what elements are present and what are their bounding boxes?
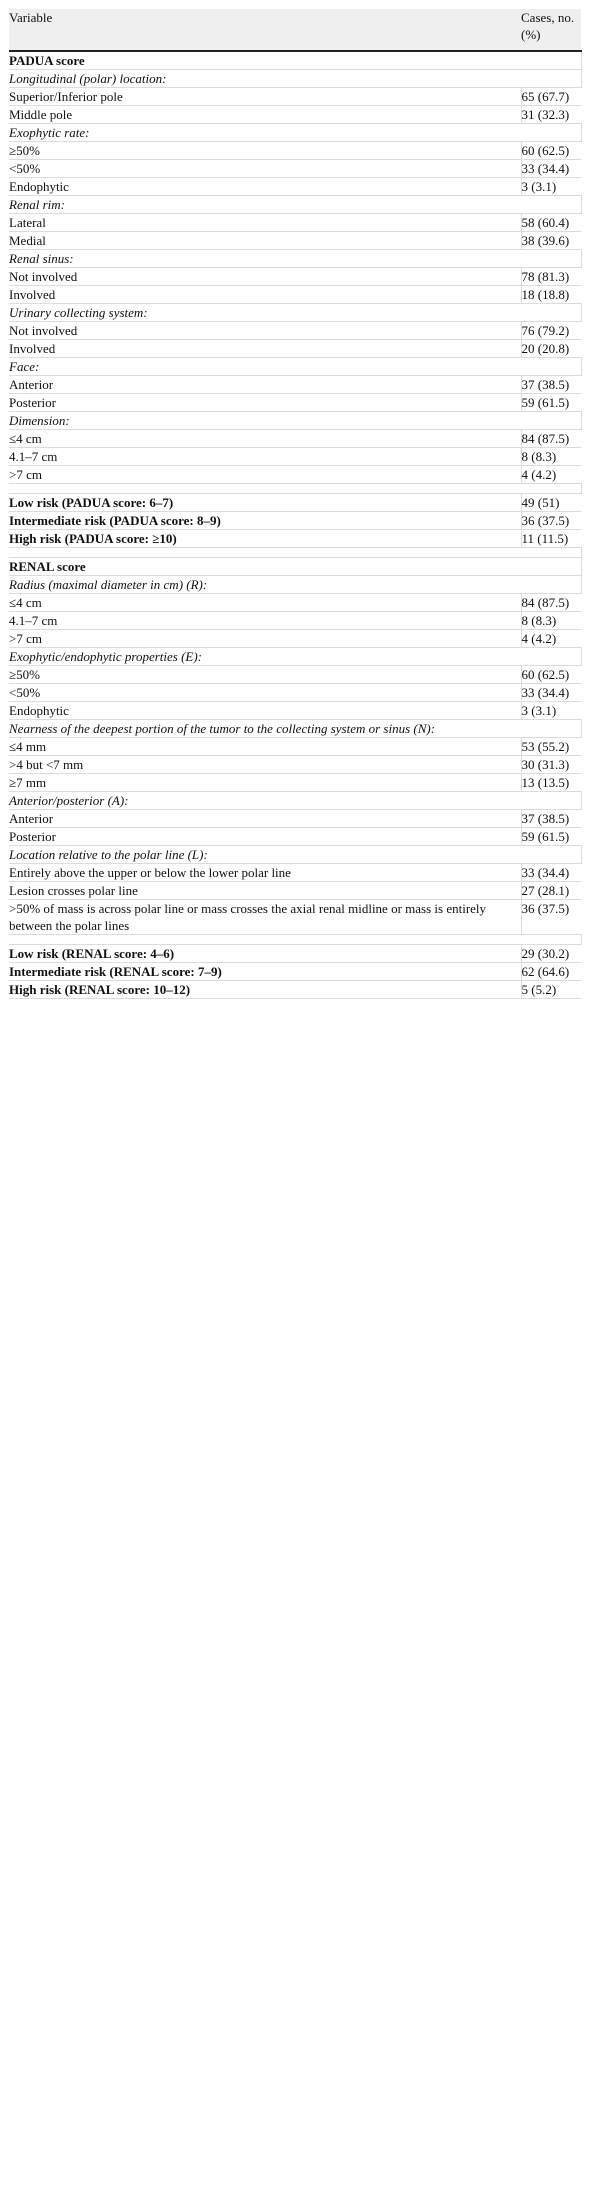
table-row [9,900,581,935]
subheader-label: Exophytic/endophytic properties (E): [9,648,581,666]
header-variable: Variable [9,9,521,51]
row-cases: 37 (38.5) [521,376,581,394]
row-variable: ≤4 cm [9,430,521,448]
table-row [9,684,581,702]
subheader-label: Longitudinal (polar) location: [9,70,581,88]
subheader-row [9,846,581,864]
spacer-row [9,548,581,558]
section-title: RENAL score [9,558,581,576]
row-cases: 4 (4.2) [521,630,581,648]
row-variable: ≥50% [9,666,521,684]
table-row [9,594,581,612]
subheader-row [9,70,581,88]
risk-label: Low risk (RENAL score: 4–6) [9,945,521,963]
table-row [9,340,581,358]
risk-label: Intermediate risk (PADUA score: 8–9) [9,512,521,530]
row-cases: 3 (3.1) [521,702,581,720]
row-cases: 59 (61.5) [521,828,581,846]
risk-row [9,512,581,530]
row-variable: Lateral [9,214,521,232]
row-cases: 18 (18.8) [521,286,581,304]
row-cases: 58 (60.4) [521,214,581,232]
row-cases: 60 (62.5) [521,666,581,684]
row-variable: ≥7 mm [9,774,521,792]
risk-row [9,494,581,512]
row-cases: 8 (8.3) [521,448,581,466]
table-row [9,268,581,286]
risk-row [9,981,581,999]
subheader-row [9,124,581,142]
row-variable: >4 but <7 mm [9,756,521,774]
table-row [9,448,581,466]
subheader-row [9,412,581,430]
spacer-cell [9,484,581,494]
subheader-label: Anterior/posterior (A): [9,792,581,810]
risk-cases: 11 (11.5) [521,530,581,548]
table-row [9,178,581,196]
subheader-row [9,304,581,322]
row-variable: Anterior [9,810,521,828]
table-row [9,106,581,124]
table-row [9,864,581,882]
table-row [9,142,581,160]
row-cases: 4 (4.2) [521,466,581,484]
risk-cases: 49 (51) [521,494,581,512]
row-variable: ≤4 cm [9,594,521,612]
subheader-row [9,196,581,214]
row-cases: 33 (34.4) [521,160,581,178]
row-variable: Lesion crosses polar line [9,882,521,900]
row-variable: Posterior [9,394,521,412]
row-variable: Endophytic [9,702,521,720]
table-row [9,702,581,720]
subheader-label: Renal sinus: [9,250,581,268]
row-variable: Endophytic [9,178,521,196]
table-row [9,430,581,448]
subheader-row [9,576,581,594]
row-variable: Involved [9,286,521,304]
risk-row [9,945,581,963]
table-row [9,666,581,684]
subheader-row [9,358,581,376]
row-cases: 33 (34.4) [521,684,581,702]
row-cases: 8 (8.3) [521,612,581,630]
row-variable: >7 cm [9,466,521,484]
table-row [9,756,581,774]
header-row [9,9,581,51]
row-cases: 78 (81.3) [521,268,581,286]
row-variable: <50% [9,160,521,178]
spacer-row [9,484,581,494]
risk-label: High risk (PADUA score: ≥10) [9,530,521,548]
table-row [9,394,581,412]
subheader-label: Radius (maximal diameter in cm) (R): [9,576,581,594]
row-cases: 3 (3.1) [521,178,581,196]
row-cases: 84 (87.5) [521,430,581,448]
risk-cases: 36 (37.5) [521,512,581,530]
row-variable: Not involved [9,268,521,286]
subheader-row [9,250,581,268]
spacer-row [9,935,581,945]
table-row [9,214,581,232]
row-cases: 33 (34.4) [521,864,581,882]
row-variable: <50% [9,684,521,702]
row-cases: 36 (37.5) [521,900,581,935]
row-variable: Superior/Inferior pole [9,88,521,106]
row-variable: >50% of mass is across polar line or mass crosses the axial renal midline or mass is entirely between the polar lines [9,900,521,935]
spacer-cell [9,548,581,558]
risk-label: Intermediate risk (RENAL score: 7–9) [9,963,521,981]
row-cases: 37 (38.5) [521,810,581,828]
row-variable: Posterior [9,828,521,846]
row-variable: 4.1–7 cm [9,448,521,466]
row-cases: 38 (39.6) [521,232,581,250]
table-row [9,322,581,340]
row-cases: 53 (55.2) [521,738,581,756]
row-variable: Involved [9,340,521,358]
table-row [9,828,581,846]
row-cases: 27 (28.1) [521,882,581,900]
table-row [9,160,581,178]
row-variable: Anterior [9,376,521,394]
row-cases: 20 (20.8) [521,340,581,358]
header-cases: Cases, no. (%) [521,9,581,51]
table-row [9,232,581,250]
risk-label: Low risk (PADUA score: 6–7) [9,494,521,512]
subheader-label: Urinary collecting system: [9,304,581,322]
table-row [9,376,581,394]
subheader-label: Face: [9,358,581,376]
section-row [9,558,581,576]
table-row [9,738,581,756]
section-title: PADUA score [9,51,581,70]
row-cases: 84 (87.5) [521,594,581,612]
risk-cases: 29 (30.2) [521,945,581,963]
table-row [9,612,581,630]
table-row [9,286,581,304]
row-variable: >7 cm [9,630,521,648]
row-variable: Middle pole [9,106,521,124]
subheader-label: Dimension: [9,412,581,430]
row-cases: 30 (31.3) [521,756,581,774]
row-cases: 31 (32.3) [521,106,581,124]
subheader-label: Location relative to the polar line (L): [9,846,581,864]
risk-label: High risk (RENAL score: 10–12) [9,981,521,999]
row-cases: 59 (61.5) [521,394,581,412]
table-row [9,630,581,648]
row-cases: 76 (79.2) [521,322,581,340]
risk-cases: 5 (5.2) [521,981,581,999]
risk-row [9,963,581,981]
row-cases: 60 (62.5) [521,142,581,160]
row-variable: ≤4 mm [9,738,521,756]
row-variable: 4.1–7 cm [9,612,521,630]
row-variable: ≥50% [9,142,521,160]
table-row [9,88,581,106]
spacer-cell [9,935,581,945]
subheader-row [9,792,581,810]
table-row [9,810,581,828]
subheader-row [9,648,581,666]
risk-cases: 62 (64.6) [521,963,581,981]
subheader-label: Exophytic rate: [9,124,581,142]
section-row [9,51,581,70]
subheader-label: Renal rim: [9,196,581,214]
table-row [9,882,581,900]
row-cases: 65 (67.7) [521,88,581,106]
row-variable: Entirely above the upper or below the lower polar line [9,864,521,882]
table-row [9,774,581,792]
row-cases: 13 (13.5) [521,774,581,792]
subheader-label: Nearness of the deepest portion of the tumor to the collecting system or sinus (N): [9,720,581,738]
results-table [9,9,582,999]
table-row [9,466,581,484]
risk-row [9,530,581,548]
row-variable: Medial [9,232,521,250]
row-variable: Not involved [9,322,521,340]
subheader-row [9,720,581,738]
